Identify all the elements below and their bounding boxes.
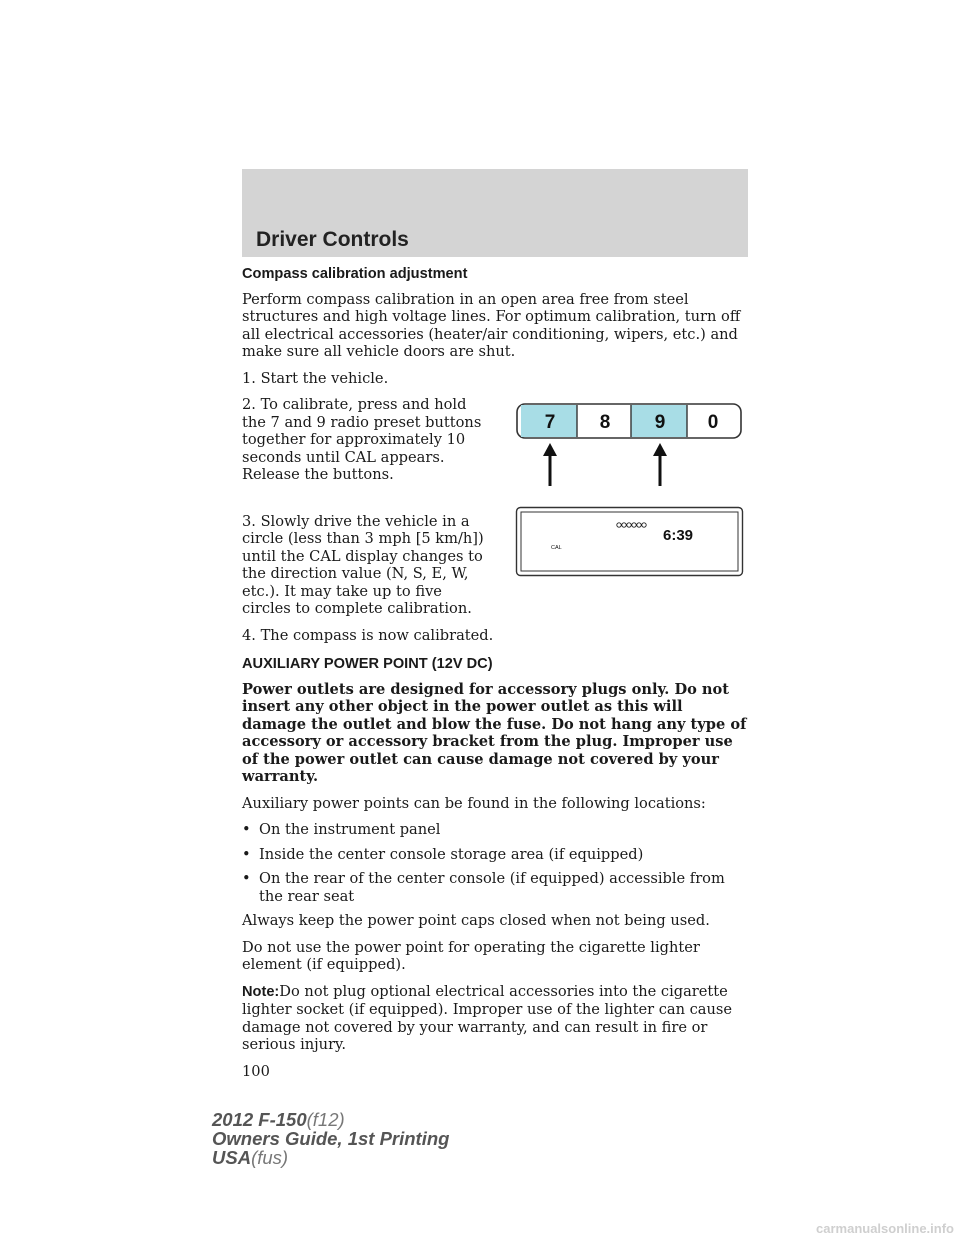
- arrow-up-icon: [653, 443, 667, 486]
- footer-model-code: (f12): [306, 1109, 345, 1130]
- preset-buttons-figure: [515, 402, 745, 488]
- compass-intro: Perform compass calibration in an open area free from steel structures and high voltage lines. For optimum calibration, turn off all electrical accessories (heater/air conditioning, wipers, etc.) and make sure all vehicle doors are shut.: [242, 290, 741, 360]
- preset-0-label: 0: [707, 412, 719, 433]
- list-item-text: On the rear of the center console (if equipped) accessible from the rear seat: [259, 870, 725, 905]
- compass-step-1: 1. Start the vehicle.: [242, 369, 389, 387]
- list-item: • On the rear of the center console (if equipped) accessible from the rear seat: [242, 870, 748, 905]
- locations-intro: Auxiliary power points can be found in the following locations:: [242, 794, 706, 812]
- page-content: [242, 266, 748, 1080]
- page-number: 100: [242, 1062, 270, 1080]
- caps-text: Always keep the power point caps closed when not being used.: [242, 912, 710, 929]
- footer-region-code: (fus): [251, 1147, 289, 1168]
- footer-line-model: [212, 1110, 449, 1129]
- list-item: • On the instrument panel: [242, 821, 441, 838]
- note-paragraph: [242, 983, 748, 1054]
- preset-8-label: 8: [599, 412, 611, 433]
- note-text: Do not plug optional electrical accessories into the cigarette lighter socket (if equipped). Improper use of the lighter can cause damage not covered by your warranty, and can result in fire or serious injury.: [242, 982, 733, 1053]
- list-item-text: On the instrument panel: [259, 821, 441, 838]
- power-point-warning: Power outlets are designed for accessory plugs only. Do not insert any other object in the power outlet as this will damage the outlet and blow the fuse. Do not hang any type of accessory or accessory bracket from the plug. Improper use of the power outlet can cause damage not covered by your warranty.: [242, 680, 747, 785]
- display-outer: [517, 508, 743, 576]
- display-cal-indicator: CAL: [551, 545, 562, 551]
- footer-region: USA: [212, 1147, 252, 1168]
- footer-guide: Owners Guide, 1st Printing: [212, 1128, 450, 1149]
- note-label: Note:: [242, 983, 280, 1000]
- preset-9-label: 9: [654, 412, 666, 433]
- arrow-up-icon: [543, 443, 557, 486]
- footer-model: 2012 F-150: [212, 1109, 307, 1130]
- power-point-heading: AUXILIARY POWER POINT (12V DC): [242, 656, 493, 672]
- compass-heading: Compass calibration adjustment: [242, 266, 468, 282]
- compass-step-3: 3. Slowly drive the vehicle in a circle (less than 3 mph [5 km/h]) until the CAL display changes to the direction value (N, S, E, W, etc.). It may take up to five circles to complete calibration.: [242, 512, 484, 617]
- watermark: carmanualsonline.info: [816, 1221, 954, 1236]
- footer-line-region: [212, 1148, 449, 1167]
- compass-step-4: 4. The compass is now calibrated.: [242, 626, 494, 644]
- list-item-text: Inside the center console storage area (if equipped): [259, 845, 644, 863]
- list-item: • Inside the center console storage area (if equipped): [242, 845, 644, 863]
- compass-step-2: 2. To calibrate, press and hold the 7 and 9 radio preset buttons together for approximately 10 seconds until CAL appears. Release the buttons.: [242, 396, 482, 483]
- section-header: [242, 169, 748, 257]
- footer-line-guide: [212, 1129, 449, 1148]
- page-footer: [212, 1110, 449, 1167]
- preset-7-label: 7: [544, 412, 556, 433]
- section-title: Driver Controls: [256, 228, 409, 251]
- display-clock: 6:39: [663, 527, 694, 544]
- lighter-text: Do not use the power point for operating the cigarette lighter element (if equipped).: [242, 938, 700, 973]
- display-figure: [515, 506, 745, 578]
